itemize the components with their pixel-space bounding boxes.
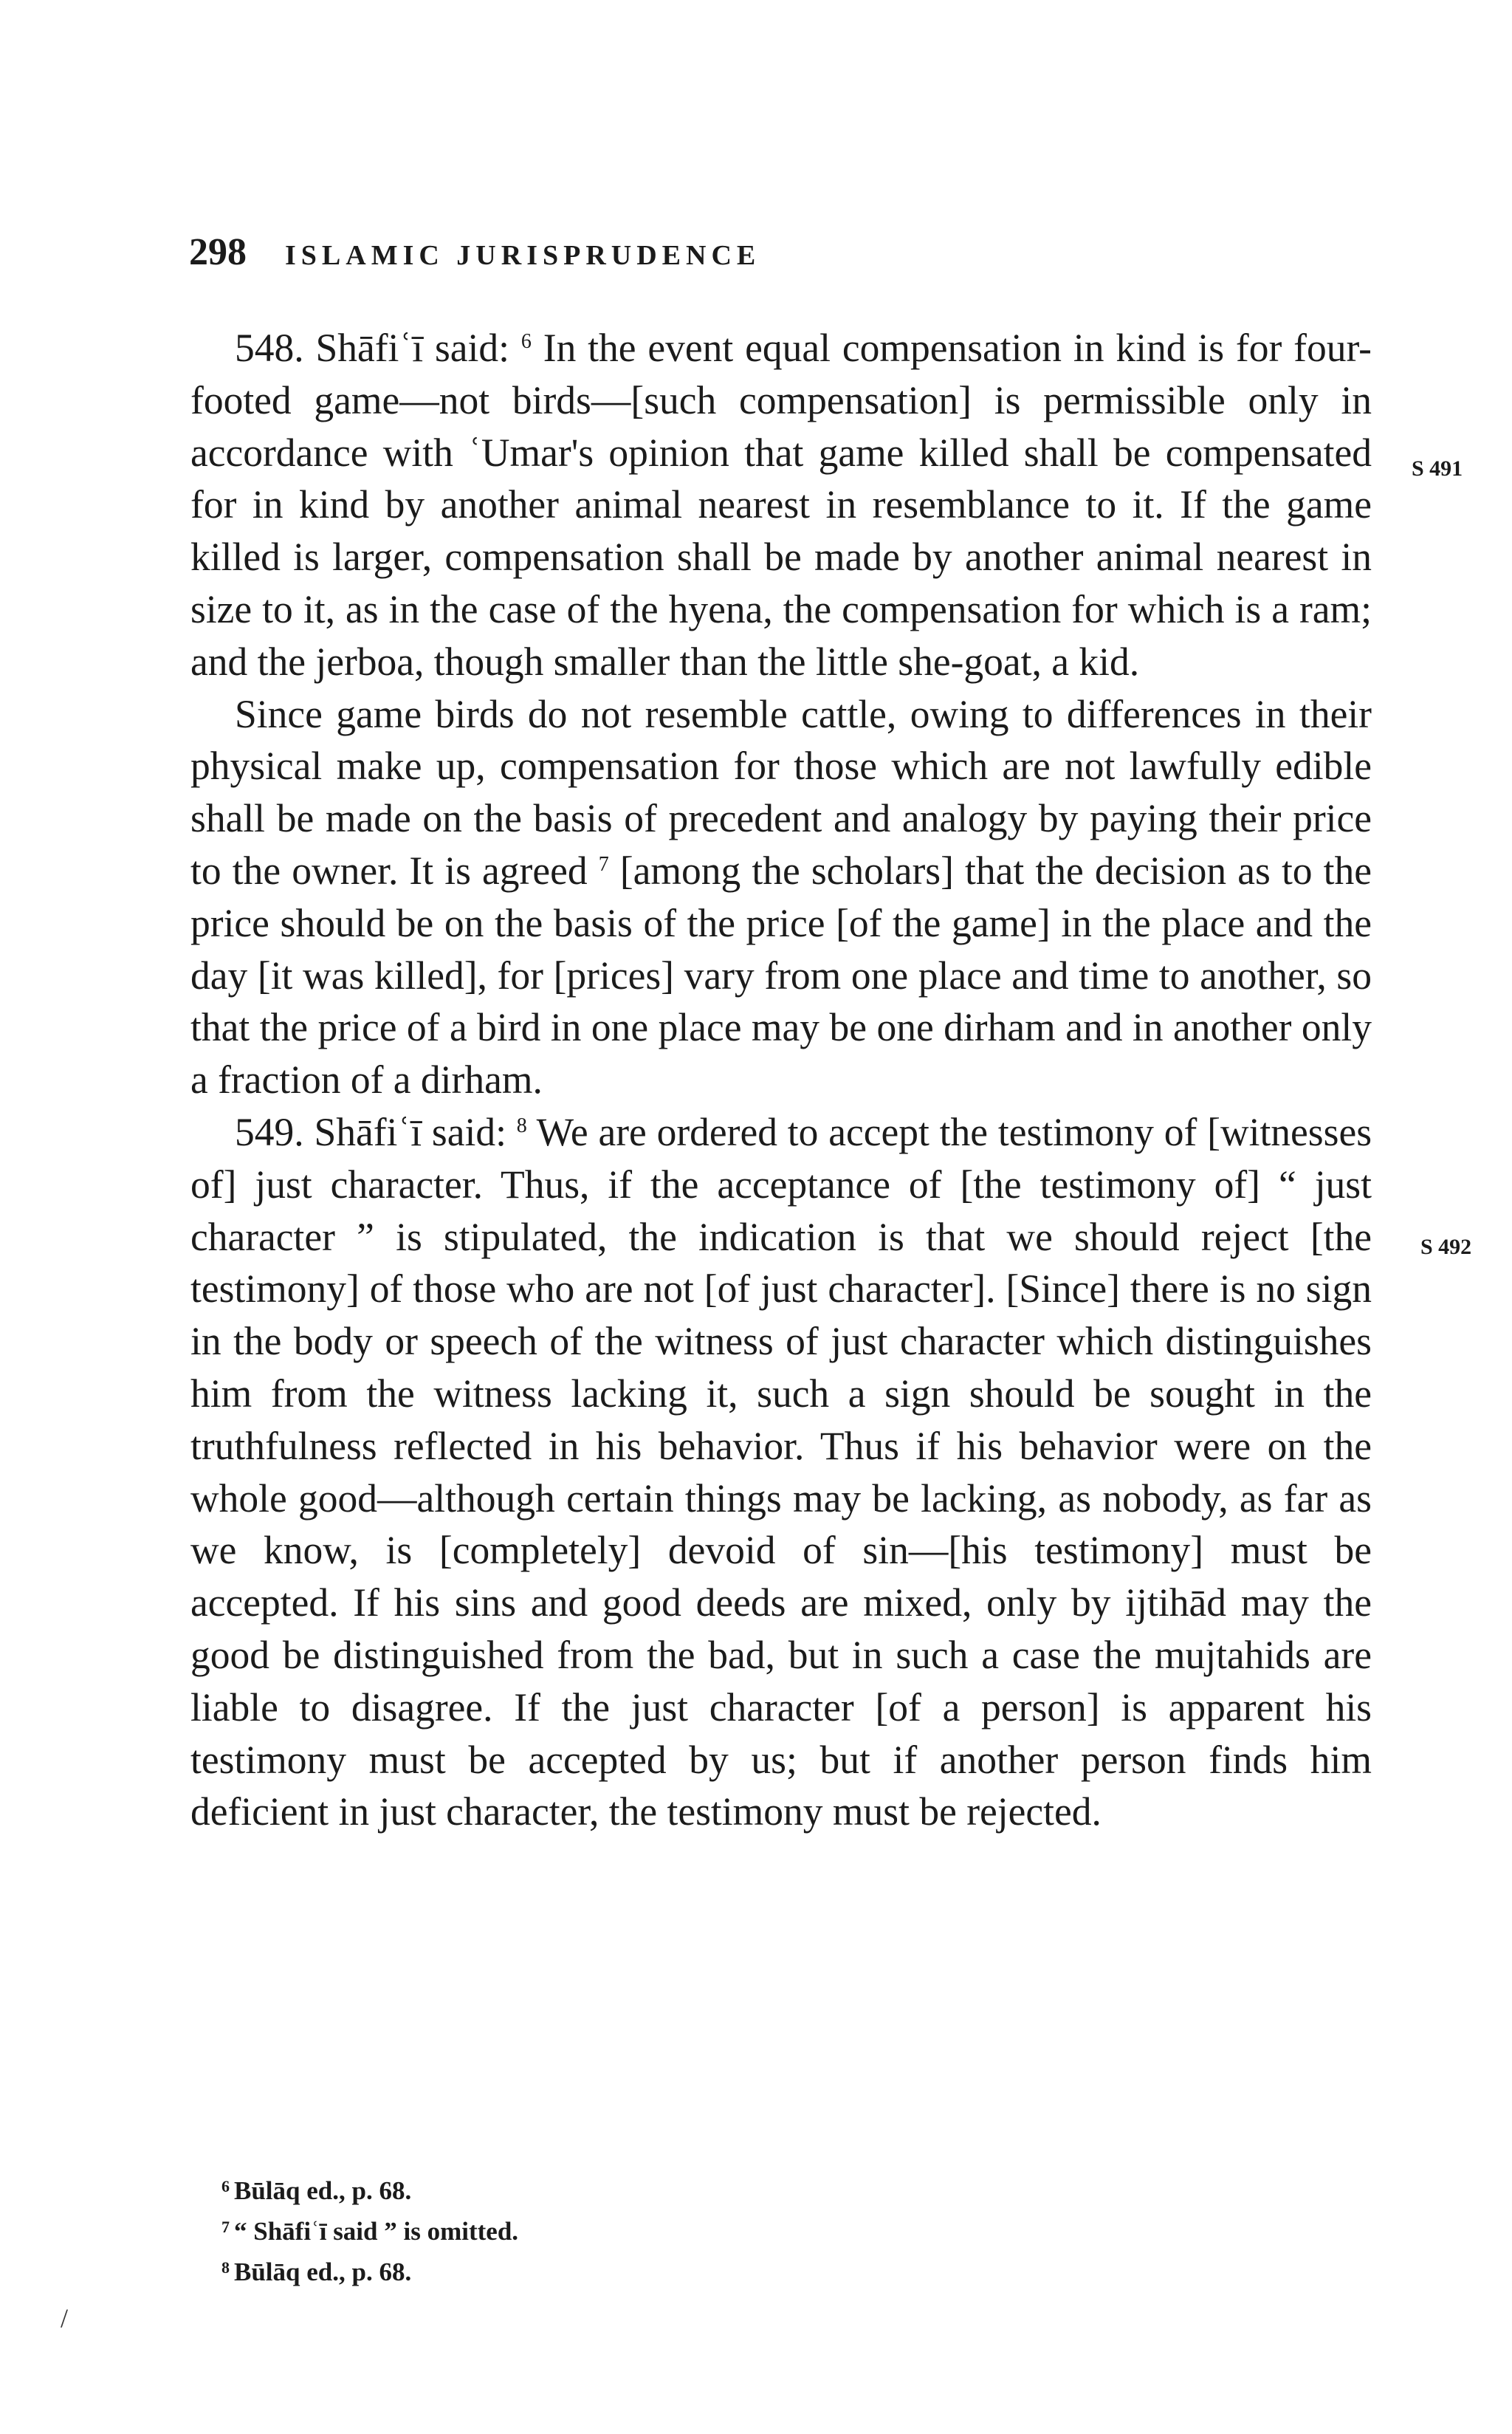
footnote-8: [221, 2249, 518, 2290]
footnote-ref-8: 8: [516, 1114, 527, 1137]
paragraph-549-text: We are ordered to accept the testimony of [witnesses of] just character. Thus, if the acceptance of [the testimony of] “ just character ” is stipulated, the indication is that we should reject [the testimony] of those who are not [of just character]. [Since] there is no sign in the body or speech of the witness of just character which distinguishes him from the witness lacking it, such a sign should be sought in the truthfulness reflected in his behavior. Thus if his behavior were on the whole good—although certain things may be lacking, as nobody, as far as we know, is [completely] devoid of sin—[his testimony] must be accepted. If his sins and good deeds are mixed, only by ijtihād may the good be distinguished from the bad, but in such a case the mujtahids are liable to disagree. If the just character [of a person] is apparent his testimony must be accepted by us; but if another person finds him deficient in just character, the testimony must be rejected.: [190, 1109, 1372, 1834]
footnote-6: [221, 2168, 518, 2209]
footnote-ref-7: 7: [598, 852, 609, 876]
footnote-marker: 8: [221, 2258, 230, 2277]
footnote-text: Būlāq ed., p. 68.: [234, 2258, 412, 2286]
page-header: [189, 230, 760, 274]
footnote-marker: 6: [221, 2177, 230, 2195]
footnote-ref-6: 6: [520, 330, 532, 353]
margin-reference-s491: S 491: [1412, 456, 1463, 481]
running-head: ISLAMIC JURISPRUDENCE: [285, 240, 761, 271]
paragraph-548-lead: 548. Shāfiʿī said:: [235, 326, 510, 370]
page-number: 298: [189, 231, 247, 273]
footnote-marker: 7: [221, 2218, 230, 2236]
stray-pen-mark: /: [61, 2303, 69, 2333]
paragraph-game-birds-text: [among the scholars] that the decision as to the price should be on the basis of the price [of the game] in the place and the day [it was killed], for [prices] vary from one place and time to another, so that the price of a bird in one place may be one dirham and in another only a fraction of a dirham.: [190, 848, 1372, 1103]
paragraph-549-lead: 549. Shāfiʿī said:: [235, 1109, 506, 1154]
paragraph-548: [190, 322, 1372, 688]
margin-reference-s492: S 492: [1420, 1235, 1472, 1259]
footnote-text: “ Shāfiʿī said ” is omitted.: [234, 2217, 519, 2246]
footnote-text: Būlāq ed., p. 68.: [234, 2176, 412, 2205]
body-text: [190, 322, 1372, 1838]
paragraph-game-birds-lead: Since game birds do not resemble cattle, owing to differences in their physical make up, compensation for those which are not lawfully edible shall be made on the basis of precedent and analogy by paying their price to the owner. It is agreed: [190, 691, 1372, 893]
footnote-7: [221, 2209, 518, 2249]
paragraph-549: [190, 1106, 1372, 1838]
paragraph-548-text: In the event equal compensation in kind is for four-footed game—not birds—[such compensation] is permissible only in accordance with ʿUmar's opinion that game killed shall be compensated for in kind by another animal nearest in resemblance to it. If the game killed is larger, compensation shall be made by another animal nearest in size to it, as in the case of the hyena, the compensation for which is a ram; and the jerboa, though smaller than the little she-goat, a kid.: [190, 326, 1372, 684]
footnotes: [221, 2168, 518, 2290]
paragraph-game-birds: [190, 688, 1372, 1106]
